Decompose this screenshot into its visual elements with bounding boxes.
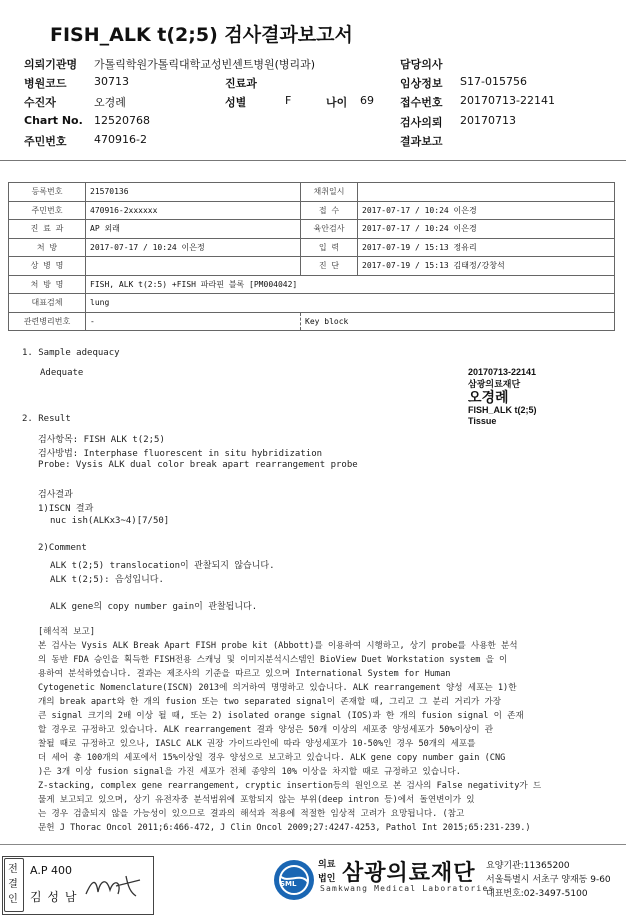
resident-no-value: 470916-2 <box>94 133 147 146</box>
result-subheading: 검사결과 <box>38 490 73 500</box>
receipt-no-value: 20170713-22141 <box>460 94 555 107</box>
interpretation-line: )은 3개 이상 fusion signal을 가진 세포가 전체 종양의 10% 이상을 차지할 때로 규정하고 있습니다. <box>38 767 461 777</box>
chart-no-value: 12520768 <box>94 114 150 127</box>
age-value: 69 <box>360 94 374 107</box>
signer-name: 김 성 남 <box>30 890 78 904</box>
cell-label: 채취일시 <box>301 183 358 202</box>
patient-value: 오경례 <box>94 96 126 109</box>
patient-label: 수진자 <box>24 96 56 109</box>
cell-label: 진 단 <box>301 257 358 276</box>
report-date-label: 결과보고 <box>400 135 443 148</box>
cell-value: 2017-07-19 / 15:13 정유리 <box>358 238 615 257</box>
interpretation-line: 찰될 때로 규정하고 있으나, IASLC ALK 권장 가이드라인에 따라 양성세포가 10-50%인 경우 50개의 세포를 <box>38 739 476 749</box>
interpretation-line: Cytogenetic Nomenclature(ISCN) 2013에 의거하여 명명하고 있습니다. ALK rearrangement 양성 세포는 1)한 <box>38 683 517 693</box>
contact-institution-code: 요양기관:11365200 <box>486 861 570 871</box>
cell-label: 접 수 <box>301 201 358 220</box>
clinical-info-value: S17-015756 <box>460 75 527 88</box>
cell-value: FISH, ALK t(2:5) +FISH 파라핀 블록 [PM004042] <box>86 275 615 294</box>
cell-value: 2017-07-19 / 15:13 김태정/강창석 <box>358 257 615 276</box>
clinical-info-label: 임상정보 <box>400 77 443 90</box>
table-row <box>9 312 615 331</box>
cell-label: 대표검체 <box>9 294 86 313</box>
resident-no-label: 주민번호 <box>24 135 67 148</box>
table-row <box>9 183 615 202</box>
stamp-text: 전결인 <box>8 864 18 905</box>
cell-label: 육안검사 <box>301 220 358 239</box>
table-row <box>9 257 615 276</box>
hospital-code-label: 병원코드 <box>24 77 67 90</box>
cell-label: 진 료 과 <box>9 220 86 239</box>
receipt-no-label: 접수번호 <box>400 96 443 109</box>
client-value: 가톨릭학원가톨릭대학교성빈센트병원(병리과) <box>94 58 316 71</box>
cell-value: 2017-07-17 / 10:24 이은정 <box>86 238 301 257</box>
cell-value: 21570136 <box>86 183 301 202</box>
table-row <box>9 238 615 257</box>
doctor-label: 담당의사 <box>400 58 443 71</box>
iscn-value: nuc ish(ALKx3~4)[7/50] <box>50 516 170 526</box>
interpretation-line: 물게 보고되고 있으며, 상기 유전자중 분석범위에 포함되지 않는 부위(deep intron 등)에서 돌연변이가 있 <box>38 795 475 805</box>
table-row <box>9 201 615 220</box>
footer-divider <box>0 844 626 845</box>
signature-mark <box>82 872 146 902</box>
cell-label: 처 방 명 <box>9 275 86 294</box>
iscn-heading: 1)ISCN 결과 <box>38 504 94 514</box>
interpretation-line: Z-stacking, complex gene rearrangement, cryptic insertion등의 원인으로 본 검사의 False negativity가 드 <box>38 781 542 791</box>
interpretation-line: 더 세어 총 100개의 세포에서 15%이상일 경우 양성으로 보고하고 있습니다. ALK gene copy number gain (CNG <box>38 753 506 763</box>
page-title: FISH_ALK t(2;5) 검사결과보고서 <box>50 24 353 46</box>
comment-line-2: ALK t(2;5): 음성입니다. <box>50 575 164 585</box>
request-date-value: 20170713 <box>460 114 516 127</box>
cell-value <box>358 183 615 202</box>
header-divider <box>0 160 626 161</box>
registration-table <box>8 182 615 331</box>
test-method: 검사방법: Interphase fluorescent in situ hybridization <box>38 449 323 459</box>
header-row-1 <box>24 56 77 72</box>
interpretation-heading: [해석적 보고] <box>38 627 96 637</box>
cell-value: 2017-07-17 / 10:24 이은경 <box>358 220 615 239</box>
probe: Probe: Vysis ALK dual color break apart rearrangement probe <box>38 460 358 470</box>
signer-role: A.P 400 <box>30 864 72 877</box>
interpretation-line: 큰 signal 크기의 2배 이상 될 때, 또는 2) isolated orange signal (IOS)과 한 개의 fusion signal 이 존재 <box>38 711 524 721</box>
cell-value: AP 외래 <box>86 220 301 239</box>
logo-english: Samkwang Medical Laboratories <box>320 884 495 893</box>
table-row <box>9 294 615 313</box>
logo-name: 삼광의료재단 <box>342 861 476 886</box>
cell-label: 입 력 <box>301 238 358 257</box>
cell-label: 주민번호 <box>9 201 86 220</box>
contact-phone: 대표번호:02-3497-5100 <box>486 889 588 899</box>
copy-number-note: ALK gene의 copy number gain이 관찰됩니다. <box>50 602 258 612</box>
test-item: 검사항목: FISH ALK t(2;5) <box>38 435 165 445</box>
sex-value: F <box>285 94 292 107</box>
result-heading: 2. Result <box>22 414 71 424</box>
age-label: 나이 <box>326 96 348 109</box>
specimen-label-type: Tissue <box>468 416 497 426</box>
logo-small-2: 법인 <box>318 874 336 884</box>
comment-heading: 2)Comment <box>38 543 87 553</box>
sample-adequacy-heading: 1. Sample adequacy <box>22 348 120 358</box>
client-label: 의뢰기관명 <box>24 58 78 71</box>
contact-address: 서울특별시 서초구 양재동 9-60 <box>486 875 611 885</box>
department-label: 진료과 <box>225 77 257 90</box>
cell-value: lung <box>86 294 615 313</box>
logo-small-1: 의료 <box>318 860 336 870</box>
cell-label: 처 방 <box>9 238 86 257</box>
table-row <box>9 220 615 239</box>
table-row <box>9 275 615 294</box>
sex-label: 성별 <box>225 96 247 109</box>
interpretation-line: 의 동반 FDA 승인을 획득한 FISH전용 스캐닝 및 이미지분석시스템인 BioView Duet Workstation system 을 이 <box>38 655 508 665</box>
sample-adequacy-value: Adequate <box>40 368 84 378</box>
interpretation-line: 할 경우로 규정하고 있습니다. ALK rearrangement 결과 양성은 50개 이상의 세포중 양성세포가 50%이상이 관 <box>38 725 494 735</box>
cell-label: 등록번호 <box>9 183 86 202</box>
chart-no-label: Chart No. <box>24 114 83 127</box>
specimen-label-lab: 삼광의료재단 <box>468 379 521 389</box>
interpretation-line: 문헌 J Thorac Oncol 2011;6:466-472, J Clin Oncol 2009;27:4247-4253, Pathol Int 2015;65:231-239.) <box>38 823 531 833</box>
cell-label: 관련병리번호 <box>9 312 86 331</box>
interpretation-line: 개의 break apart와 한 개의 fusion 또는 two separated signal이 존재할 때, 그리고 그 분리 거리가 가장 <box>38 697 502 707</box>
interpretation-line: 는 경우 검출되지 않을 가능성이 있으므로 결과의 해석과 적용에 적절한 임상적 고려가 요망됩니다. (참고 <box>38 809 465 819</box>
request-date-label: 검사의뢰 <box>400 116 443 129</box>
comment-line-1: ALK t(2;5) translocation이 관찰되지 않습니다. <box>50 561 275 571</box>
cell-value <box>86 257 301 276</box>
cell-value: 2017-07-17 / 10:24 이은경 <box>358 201 615 220</box>
hospital-code-value: 30713 <box>94 75 129 88</box>
interpretation-line: 용하여 분석하였습니다. 결과는 제조사의 기준을 따르고 있으며 International System for Human <box>38 669 451 679</box>
logo-abbr: SML <box>280 880 297 888</box>
specimen-label-patient: 오경례 <box>468 389 509 405</box>
interpretation-line: 본 검사는 Vysis ALK Break Apart FISH probe kit (Abbott)를 이용하여 시행하고, 상기 probe를 사용한 분석 <box>38 641 518 651</box>
cell-value: - <box>86 312 301 331</box>
cell-value: 470916-2xxxxxx <box>86 201 301 220</box>
cell-value: Key block <box>301 312 615 331</box>
specimen-label-number: 20170713-22141 <box>468 367 537 377</box>
specimen-label-test: FISH_ALK t(2;5) <box>468 405 537 415</box>
cell-label: 상 병 명 <box>9 257 86 276</box>
